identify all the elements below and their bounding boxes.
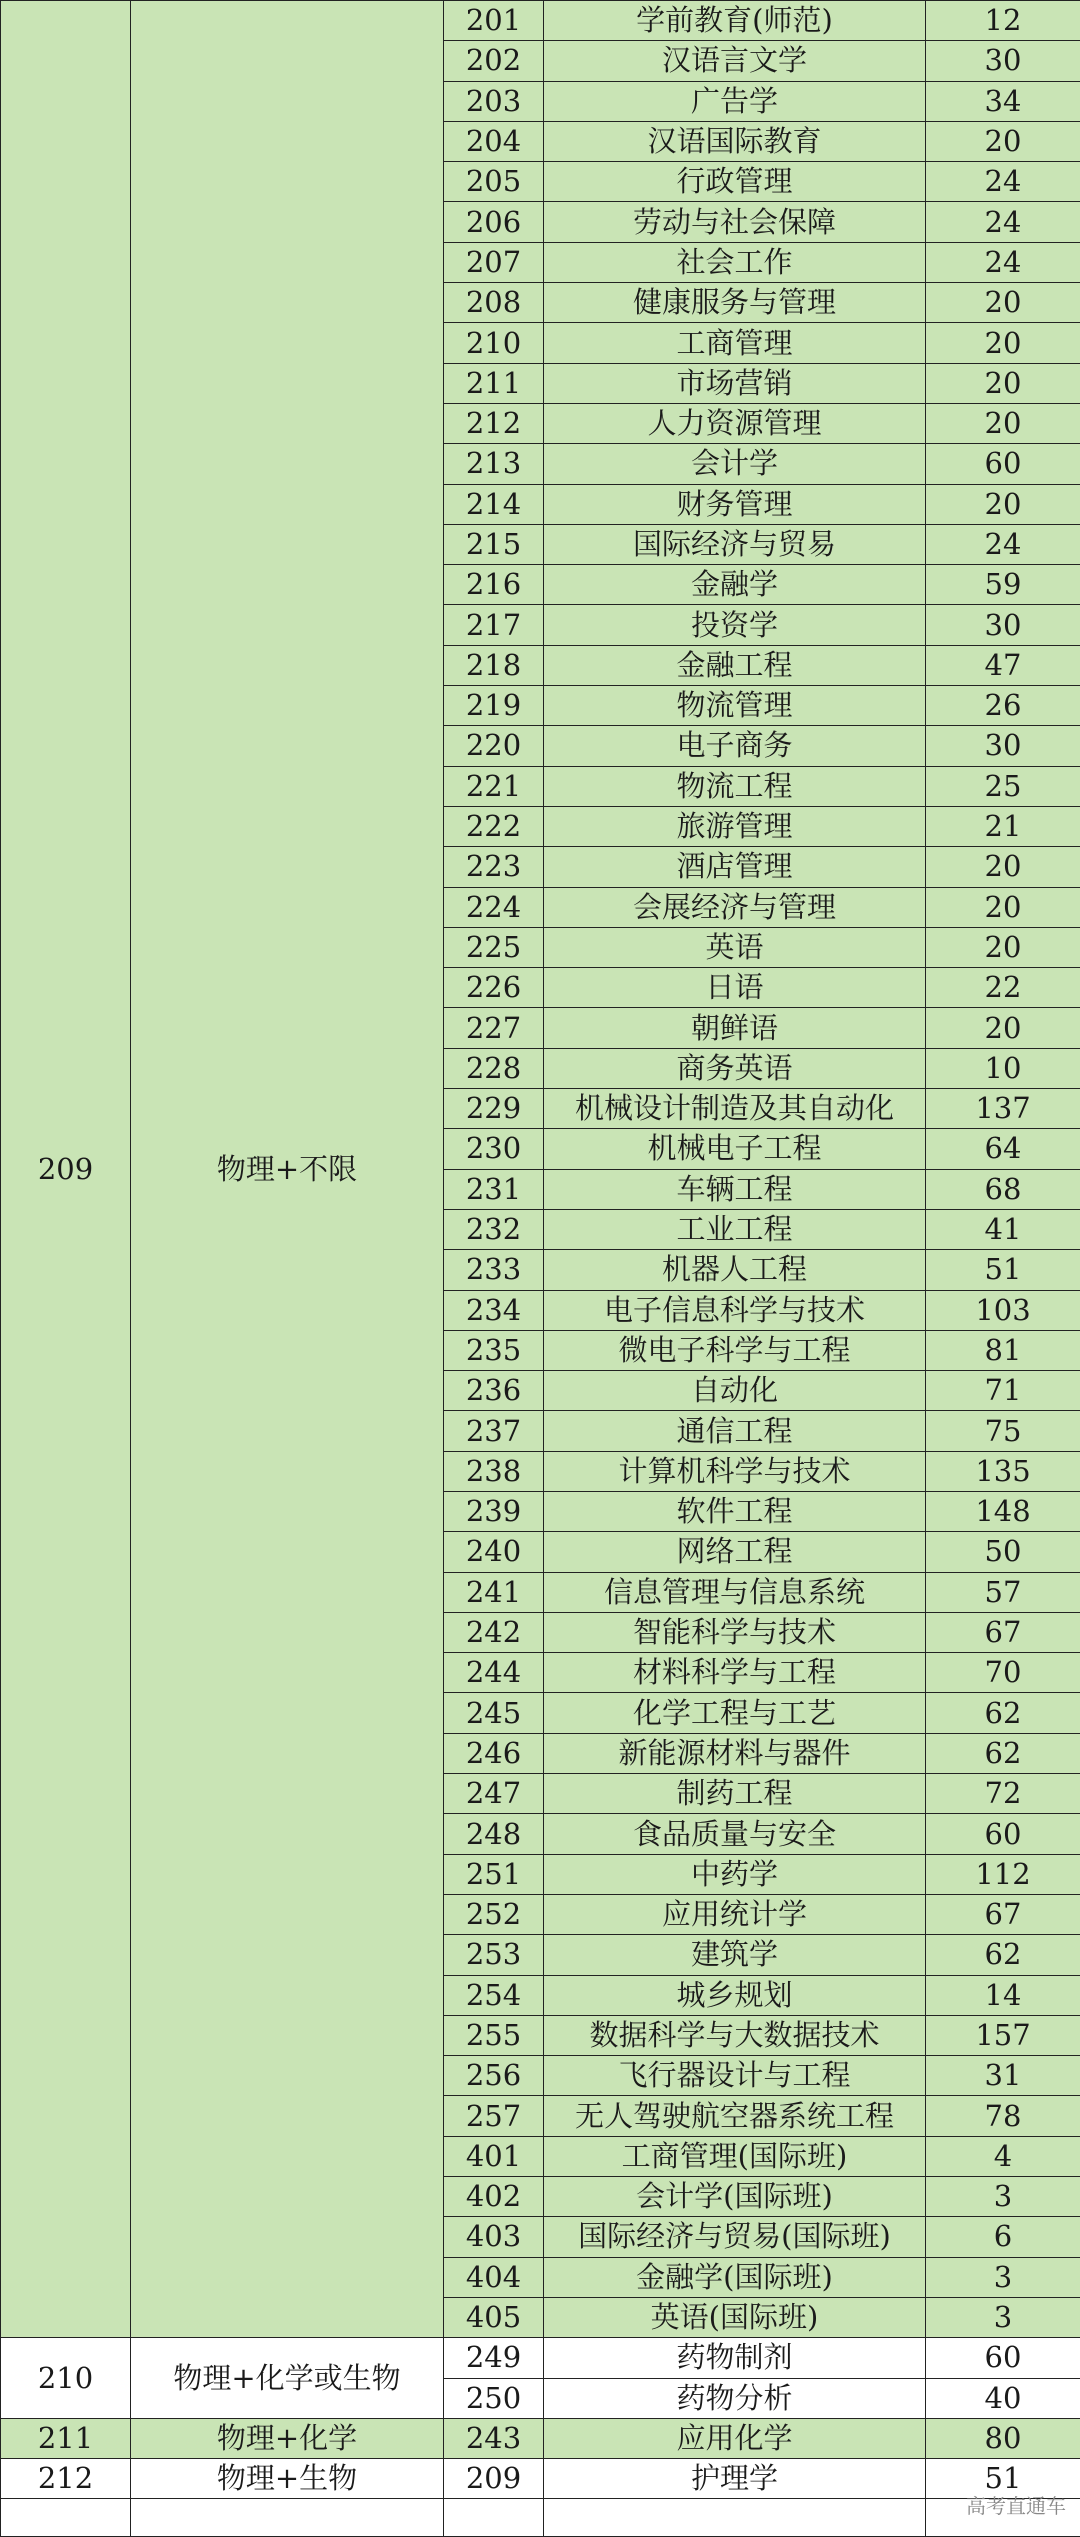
subject-requirement-cell: 物理+不限 [131, 1, 444, 2338]
enrollment-count-cell: 22 [926, 968, 1080, 1008]
major-name-cell: 劳动与社会保障 [544, 202, 926, 242]
major-code-cell: 254 [444, 1975, 544, 2015]
enrollment-count-cell: 3 [926, 2297, 1080, 2337]
major-code-cell: 242 [444, 1612, 544, 1652]
empty-cell [544, 2499, 926, 2537]
major-name-cell: 会展经济与管理 [544, 887, 926, 927]
major-code-cell: 247 [444, 1774, 544, 1814]
enrollment-count-cell: 20 [926, 887, 1080, 927]
major-code-cell: 213 [444, 444, 544, 484]
major-code-cell: 214 [444, 484, 544, 524]
table-row [1, 1, 1080, 41]
enrollment-count-cell: 62 [926, 1733, 1080, 1773]
major-name-cell: 机器人工程 [544, 1250, 926, 1290]
enrollment-count-cell: 30 [926, 41, 1080, 81]
major-name-cell: 会计学(国际班) [544, 2177, 926, 2217]
major-code-cell: 212 [444, 403, 544, 443]
major-name-cell: 信息管理与信息系统 [544, 1572, 926, 1612]
major-code-cell: 252 [444, 1894, 544, 1934]
enrollment-count-cell: 59 [926, 565, 1080, 605]
major-code-cell: 228 [444, 1048, 544, 1088]
major-code-cell: 210 [444, 323, 544, 363]
enrollment-count-cell: 112 [926, 1854, 1080, 1894]
major-name-cell: 网络工程 [544, 1532, 926, 1572]
major-code-cell: 248 [444, 1814, 544, 1854]
enrollment-count-cell: 26 [926, 686, 1080, 726]
major-name-cell: 国际经济与贸易(国际班) [544, 2217, 926, 2257]
subject-requirement-cell: 物理+化学 [131, 2418, 444, 2458]
major-name-cell: 建筑学 [544, 1935, 926, 1975]
major-code-cell: 221 [444, 766, 544, 806]
empty-cell [1, 2499, 131, 2537]
major-name-cell: 物流工程 [544, 766, 926, 806]
enrollment-count-cell: 81 [926, 1330, 1080, 1370]
enrollment-count-cell: 60 [926, 444, 1080, 484]
major-name-cell: 数据科学与大数据技术 [544, 2015, 926, 2055]
enrollment-count-cell: 12 [926, 1, 1080, 41]
major-name-cell: 英语(国际班) [544, 2297, 926, 2337]
major-code-cell: 239 [444, 1491, 544, 1531]
major-name-cell: 城乡规划 [544, 1975, 926, 2015]
enrollment-count-cell: 34 [926, 81, 1080, 121]
group-code-cell: 211 [1, 2418, 131, 2458]
major-code-cell: 215 [444, 524, 544, 564]
major-code-cell: 227 [444, 1008, 544, 1048]
major-name-cell: 人力资源管理 [544, 403, 926, 443]
table-row [1, 2418, 1080, 2458]
major-code-cell: 404 [444, 2257, 544, 2297]
major-name-cell: 药物制剂 [544, 2338, 926, 2378]
major-code-cell: 244 [444, 1653, 544, 1693]
major-name-cell: 通信工程 [544, 1411, 926, 1451]
major-code-cell: 216 [444, 565, 544, 605]
enrollment-count-cell: 71 [926, 1371, 1080, 1411]
major-name-cell: 朝鲜语 [544, 1008, 926, 1048]
major-name-cell: 机械电子工程 [544, 1129, 926, 1169]
enrollment-count-cell: 20 [926, 121, 1080, 161]
major-code-cell: 233 [444, 1250, 544, 1290]
major-code-cell: 223 [444, 847, 544, 887]
enrollment-count-cell: 20 [926, 363, 1080, 403]
enrollment-count-cell: 68 [926, 1169, 1080, 1209]
major-code-cell: 206 [444, 202, 544, 242]
major-code-cell: 217 [444, 605, 544, 645]
enrollment-count-cell: 47 [926, 645, 1080, 685]
enrollment-count-cell: 20 [926, 283, 1080, 323]
major-name-cell: 软件工程 [544, 1491, 926, 1531]
major-code-cell: 238 [444, 1451, 544, 1491]
empty-cell [444, 2499, 544, 2537]
major-code-cell: 237 [444, 1411, 544, 1451]
enrollment-count-cell: 67 [926, 1894, 1080, 1934]
major-name-cell: 国际经济与贸易 [544, 524, 926, 564]
major-name-cell: 化学工程与工艺 [544, 1693, 926, 1733]
enrollment-count-cell: 31 [926, 2056, 1080, 2096]
enrollment-count-cell: 24 [926, 162, 1080, 202]
major-name-cell: 学前教育(师范) [544, 1, 926, 41]
major-name-cell: 工商管理(国际班) [544, 2136, 926, 2176]
enrollment-count-cell: 157 [926, 2015, 1080, 2055]
major-code-cell: 204 [444, 121, 544, 161]
major-name-cell: 财务管理 [544, 484, 926, 524]
enrollment-count-cell: 57 [926, 1572, 1080, 1612]
major-code-cell: 250 [444, 2378, 544, 2418]
major-name-cell: 机械设计制造及其自动化 [544, 1089, 926, 1129]
major-name-cell: 护理学 [544, 2459, 926, 2499]
major-code-cell: 235 [444, 1330, 544, 1370]
enrollment-count-cell: 30 [926, 726, 1080, 766]
enrollment-count-cell: 10 [926, 1048, 1080, 1088]
enrollment-count-cell: 20 [926, 847, 1080, 887]
major-code-cell: 209 [444, 2459, 544, 2499]
major-name-cell: 金融工程 [544, 645, 926, 685]
major-code-cell: 240 [444, 1532, 544, 1572]
major-code-cell: 246 [444, 1733, 544, 1773]
subject-requirement-cell: 物理+生物 [131, 2459, 444, 2499]
enrollment-count-cell: 62 [926, 1935, 1080, 1975]
enrollment-count-cell: 78 [926, 2096, 1080, 2136]
major-code-cell: 226 [444, 968, 544, 1008]
major-name-cell: 飞行器设计与工程 [544, 2056, 926, 2096]
major-code-cell: 401 [444, 2136, 544, 2176]
enrollment-count-cell: 4 [926, 2136, 1080, 2176]
major-name-cell: 投资学 [544, 605, 926, 645]
major-name-cell: 金融学(国际班) [544, 2257, 926, 2297]
enrollment-count-cell: 24 [926, 524, 1080, 564]
enrollment-count-cell: 3 [926, 2177, 1080, 2217]
major-code-cell: 402 [444, 2177, 544, 2217]
major-name-cell: 电子信息科学与技术 [544, 1290, 926, 1330]
enrollment-count-cell: 21 [926, 806, 1080, 846]
major-code-cell: 257 [444, 2096, 544, 2136]
table-row [1, 2459, 1080, 2499]
major-name-cell: 社会工作 [544, 242, 926, 282]
major-name-cell: 市场营销 [544, 363, 926, 403]
major-code-cell: 229 [444, 1089, 544, 1129]
major-name-cell: 汉语国际教育 [544, 121, 926, 161]
major-code-cell: 220 [444, 726, 544, 766]
major-name-cell: 广告学 [544, 81, 926, 121]
major-code-cell: 243 [444, 2418, 544, 2458]
enrollment-count-cell: 103 [926, 1290, 1080, 1330]
major-code-cell: 241 [444, 1572, 544, 1612]
enrollment-count-cell: 60 [926, 2338, 1080, 2378]
major-code-cell: 234 [444, 1290, 544, 1330]
enrollment-count-cell: 62 [926, 1693, 1080, 1733]
enrollment-count-cell: 50 [926, 1532, 1080, 1572]
enrollment-count-cell: 14 [926, 1975, 1080, 2015]
major-code-cell: 203 [444, 81, 544, 121]
major-code-cell: 232 [444, 1209, 544, 1249]
major-name-cell: 日语 [544, 968, 926, 1008]
table-row [1, 2338, 1080, 2378]
major-name-cell: 行政管理 [544, 162, 926, 202]
enrollment-count-cell: 25 [926, 766, 1080, 806]
major-name-cell: 无人驾驶航空器系统工程 [544, 2096, 926, 2136]
enrollment-count-cell: 60 [926, 1814, 1080, 1854]
major-name-cell: 电子商务 [544, 726, 926, 766]
enrollment-count-cell: 41 [926, 1209, 1080, 1249]
major-code-cell: 208 [444, 283, 544, 323]
major-name-cell: 微电子科学与工程 [544, 1330, 926, 1370]
enrollment-count-cell: 67 [926, 1612, 1080, 1652]
enrollment-count-cell: 30 [926, 605, 1080, 645]
major-code-cell: 211 [444, 363, 544, 403]
enrollment-count-cell: 20 [926, 927, 1080, 967]
enrollment-count-cell: 24 [926, 202, 1080, 242]
major-code-cell: 230 [444, 1129, 544, 1169]
major-code-cell: 405 [444, 2297, 544, 2337]
enrollment-count-cell: 148 [926, 1491, 1080, 1531]
group-code-cell: 209 [1, 1, 131, 2338]
major-name-cell: 制药工程 [544, 1774, 926, 1814]
major-name-cell: 中药学 [544, 1854, 926, 1894]
major-name-cell: 自动化 [544, 1371, 926, 1411]
enrollment-count-cell: 70 [926, 1653, 1080, 1693]
major-name-cell: 酒店管理 [544, 847, 926, 887]
major-name-cell: 应用化学 [544, 2418, 926, 2458]
major-name-cell: 食品质量与安全 [544, 1814, 926, 1854]
major-name-cell: 车辆工程 [544, 1169, 926, 1209]
major-name-cell: 新能源材料与器件 [544, 1733, 926, 1773]
major-code-cell: 253 [444, 1935, 544, 1975]
major-name-cell: 智能科学与技术 [544, 1612, 926, 1652]
enrollment-count-cell: 40 [926, 2378, 1080, 2418]
enrollment-count-cell: 24 [926, 242, 1080, 282]
enrollment-count-cell: 20 [926, 484, 1080, 524]
major-code-cell: 207 [444, 242, 544, 282]
major-code-cell: 403 [444, 2217, 544, 2257]
group-code-cell: 212 [1, 2459, 131, 2499]
major-name-cell: 应用统计学 [544, 1894, 926, 1934]
enrollment-count-cell: 51 [926, 2459, 1080, 2499]
major-name-cell: 物流管理 [544, 686, 926, 726]
major-name-cell: 药物分析 [544, 2378, 926, 2418]
group-code-cell: 210 [1, 2338, 131, 2419]
enrollment-count-cell: 137 [926, 1089, 1080, 1129]
empty-row [1, 2499, 1080, 2537]
major-code-cell: 236 [444, 1371, 544, 1411]
major-code-cell: 251 [444, 1854, 544, 1894]
enrollment-count-cell: 75 [926, 1411, 1080, 1451]
enrollment-count-cell: 20 [926, 323, 1080, 363]
major-code-cell: 218 [444, 645, 544, 685]
enrollment-count-cell: 80 [926, 2418, 1080, 2458]
enrollment-count-cell: 3 [926, 2257, 1080, 2297]
enrollment-count-cell: 72 [926, 1774, 1080, 1814]
major-code-cell: 255 [444, 2015, 544, 2055]
major-code-cell: 201 [444, 1, 544, 41]
major-name-cell: 会计学 [544, 444, 926, 484]
major-code-cell: 202 [444, 41, 544, 81]
major-code-cell: 245 [444, 1693, 544, 1733]
major-code-cell: 256 [444, 2056, 544, 2096]
major-name-cell: 工业工程 [544, 1209, 926, 1249]
enrollment-count-cell: 20 [926, 1008, 1080, 1048]
major-code-cell: 219 [444, 686, 544, 726]
major-code-cell: 224 [444, 887, 544, 927]
empty-cell [131, 2499, 444, 2537]
major-name-cell: 计算机科学与技术 [544, 1451, 926, 1491]
major-name-cell: 汉语言文学 [544, 41, 926, 81]
enrollment-count-cell: 64 [926, 1129, 1080, 1169]
major-name-cell: 旅游管理 [544, 806, 926, 846]
major-name-cell: 金融学 [544, 565, 926, 605]
enrollment-count-cell: 20 [926, 403, 1080, 443]
major-code-cell: 225 [444, 927, 544, 967]
major-name-cell: 健康服务与管理 [544, 283, 926, 323]
subject-requirement-cell: 物理+化学或生物 [131, 2338, 444, 2419]
major-name-cell: 英语 [544, 927, 926, 967]
major-code-cell: 249 [444, 2338, 544, 2378]
enrollment-count-cell: 51 [926, 1250, 1080, 1290]
enrollment-count-cell: 135 [926, 1451, 1080, 1491]
major-code-cell: 205 [444, 162, 544, 202]
major-name-cell: 材料科学与工程 [544, 1653, 926, 1693]
watermark-text: 高考直通车 [966, 2490, 1066, 2519]
major-code-cell: 231 [444, 1169, 544, 1209]
enrollment-count-cell: 6 [926, 2217, 1080, 2257]
major-code-cell: 222 [444, 806, 544, 846]
major-name-cell: 商务英语 [544, 1048, 926, 1088]
major-name-cell: 工商管理 [544, 323, 926, 363]
